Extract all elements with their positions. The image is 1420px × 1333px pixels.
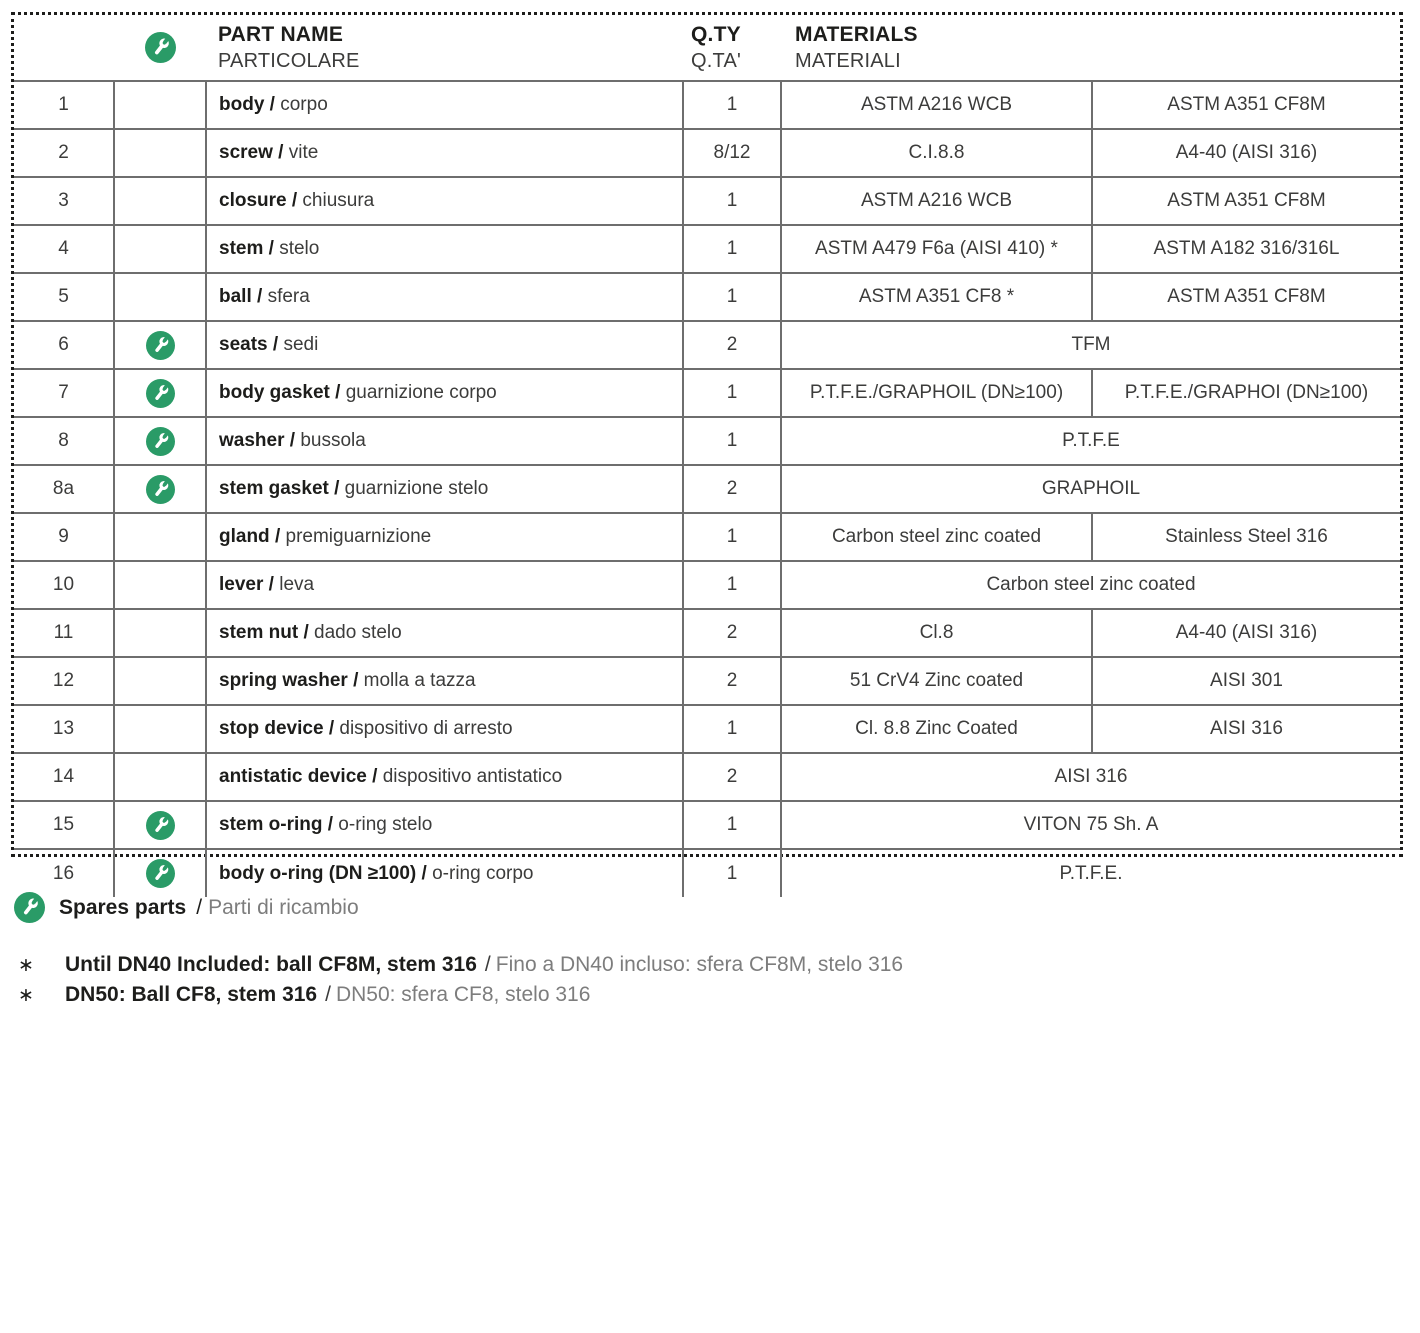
material-cell: AISI 316 bbox=[1092, 705, 1400, 753]
part-name-en: body gasket / bbox=[219, 382, 346, 403]
spare-icon-cell bbox=[114, 561, 206, 609]
part-name-it: dispositivo di arresto bbox=[339, 718, 513, 739]
qty-cell: 1 bbox=[683, 369, 781, 417]
part-name-it: corpo bbox=[280, 94, 328, 115]
qty-cell: 1 bbox=[683, 81, 781, 129]
spare-wrench-icon bbox=[146, 331, 175, 360]
material-cell: ASTM A216 WCB bbox=[781, 177, 1092, 225]
part-name-en: stem nut / bbox=[219, 622, 315, 643]
part-number-cell: 4 bbox=[14, 225, 114, 273]
footnote-separator: / bbox=[325, 983, 331, 1006]
materials-header-en: MATERIALS bbox=[795, 22, 918, 46]
part-number-cell: 9 bbox=[14, 513, 114, 561]
part-name-it: guarnizione stelo bbox=[344, 478, 489, 499]
table-row bbox=[14, 321, 1400, 369]
qty-cell: 2 bbox=[683, 657, 781, 705]
spare-icon-cell bbox=[114, 369, 206, 417]
part-name-cell bbox=[206, 417, 683, 465]
part-name-it: guarnizione corpo bbox=[345, 382, 497, 403]
material-cell: Carbon steel zinc coated bbox=[781, 513, 1092, 561]
part-number-cell: 1 bbox=[14, 81, 114, 129]
part-name-en: closure / bbox=[219, 190, 303, 211]
material-cell: AISI 316 bbox=[781, 753, 1400, 801]
spare-icon-cell bbox=[114, 321, 206, 369]
part-number-cell: 6 bbox=[14, 321, 114, 369]
spares-legend-label-en: Spares parts bbox=[59, 895, 187, 919]
material-cell: A4-40 (AISI 316) bbox=[1092, 609, 1400, 657]
material-cell: C.I.8.8 bbox=[781, 129, 1092, 177]
spare-icon-cell bbox=[114, 513, 206, 561]
spare-icon-cell bbox=[114, 657, 206, 705]
spare-icon-cell bbox=[114, 177, 206, 225]
spare-icon-cell bbox=[114, 465, 206, 513]
material-cell: ASTM A351 CF8M bbox=[1092, 81, 1400, 129]
material-cell: P.T.F.E. bbox=[781, 849, 1400, 897]
part-name-en: stem gasket / bbox=[219, 478, 345, 499]
spare-wrench-icon bbox=[14, 892, 45, 923]
part-name-it: molla a tazza bbox=[363, 670, 476, 691]
footnote-text-en: DN50: Ball CF8, stem 316 bbox=[65, 983, 318, 1006]
part-name-it: leva bbox=[279, 574, 315, 595]
part-number-cell: 10 bbox=[14, 561, 114, 609]
asterisk-icon: ∗ bbox=[18, 955, 34, 976]
qty-cell: 2 bbox=[683, 321, 781, 369]
asterisk-icon: ∗ bbox=[18, 985, 34, 1006]
part-name-cell bbox=[206, 657, 683, 705]
part-number-cell: 3 bbox=[14, 177, 114, 225]
header-part-name bbox=[206, 15, 683, 81]
table-row bbox=[14, 129, 1400, 177]
qty-cell: 2 bbox=[683, 609, 781, 657]
qty-cell: 8/12 bbox=[683, 129, 781, 177]
qty-header-it: Q.TA' bbox=[691, 49, 742, 72]
qty-cell: 1 bbox=[683, 177, 781, 225]
spare-wrench-icon bbox=[146, 427, 175, 456]
part-number-cell: 8 bbox=[14, 417, 114, 465]
footnote-separator: / bbox=[484, 953, 491, 976]
part-number-cell: 14 bbox=[14, 753, 114, 801]
material-cell: Cl. 8.8 Zinc Coated bbox=[781, 705, 1092, 753]
material-cell: ASTM A351 CF8M bbox=[1092, 273, 1400, 321]
part-name-cell bbox=[206, 753, 683, 801]
part-name-it: chiusura bbox=[302, 190, 375, 211]
footnote-text-it: DN50: sfera CF8, stelo 316 bbox=[335, 983, 591, 1006]
part-name-cell bbox=[206, 321, 683, 369]
part-number-cell: 13 bbox=[14, 705, 114, 753]
part-name-cell bbox=[206, 465, 683, 513]
part-name-en: body / bbox=[219, 94, 281, 115]
material-cell: ASTM A351 CF8 * bbox=[781, 273, 1092, 321]
qty-cell: 2 bbox=[683, 753, 781, 801]
material-cell: P.T.F.E bbox=[781, 417, 1400, 465]
table-row bbox=[14, 177, 1400, 225]
qty-cell: 1 bbox=[683, 273, 781, 321]
table-row bbox=[14, 225, 1400, 273]
qty-cell: 1 bbox=[683, 801, 781, 849]
table-row bbox=[14, 657, 1400, 705]
part-name-en: ball / bbox=[219, 286, 268, 307]
footnote-text-en: Until DN40 Included: ball CF8M, stem 316 bbox=[65, 953, 477, 976]
material-cell: ASTM A351 CF8M bbox=[1092, 177, 1400, 225]
parts-table-frame bbox=[11, 12, 1403, 884]
table-row bbox=[14, 801, 1400, 849]
header-spare-icon-cell bbox=[114, 15, 206, 81]
part-number-cell: 11 bbox=[14, 609, 114, 657]
spare-icon-cell bbox=[114, 801, 206, 849]
material-cell: ASTM A216 WCB bbox=[781, 81, 1092, 129]
part-name-cell bbox=[206, 849, 683, 897]
spares-legend bbox=[14, 892, 359, 923]
header-qty bbox=[683, 15, 781, 81]
material-cell: VITON 75 Sh. A bbox=[781, 801, 1400, 849]
part-name-en: washer / bbox=[219, 430, 301, 451]
spare-icon-cell bbox=[114, 129, 206, 177]
part-name-it: o-ring corpo bbox=[432, 862, 534, 884]
spare-icon-cell bbox=[114, 849, 206, 897]
part-number-cell: 15 bbox=[14, 801, 114, 849]
part-name-it: sedi bbox=[283, 334, 319, 355]
part-name-en: stem / bbox=[219, 238, 280, 259]
table-header-row bbox=[14, 15, 1400, 81]
qty-cell: 1 bbox=[683, 705, 781, 753]
part-name-it: premiguarnizione bbox=[285, 526, 432, 547]
qty-cell: 1 bbox=[683, 225, 781, 273]
table-row bbox=[14, 753, 1400, 801]
part-name-cell bbox=[206, 801, 683, 849]
material-cell: Carbon steel zinc coated bbox=[781, 561, 1400, 609]
part-name-header-it: PARTICOLARE bbox=[218, 49, 360, 72]
table-row bbox=[14, 81, 1400, 129]
material-cell: AISI 301 bbox=[1092, 657, 1400, 705]
spare-icon-cell bbox=[114, 225, 206, 273]
part-name-en: stop device / bbox=[219, 718, 340, 739]
part-number-cell: 12 bbox=[14, 657, 114, 705]
table-row bbox=[14, 705, 1400, 753]
table-row bbox=[14, 369, 1400, 417]
part-name-en: stem o-ring / bbox=[219, 814, 339, 835]
part-name-cell bbox=[206, 513, 683, 561]
part-name-cell bbox=[206, 81, 683, 129]
part-name-it: o-ring stelo bbox=[338, 814, 433, 835]
table-row bbox=[14, 465, 1400, 513]
qty-cell: 1 bbox=[683, 513, 781, 561]
material-cell: TFM bbox=[781, 321, 1400, 369]
spare-icon-cell bbox=[114, 609, 206, 657]
table-row bbox=[14, 513, 1400, 561]
footnote-text-it: Fino a DN40 incluso: sfera CF8M, stelo 316 bbox=[495, 953, 904, 976]
part-name-it: bussola bbox=[300, 430, 366, 451]
table-row bbox=[14, 561, 1400, 609]
spare-wrench-icon bbox=[145, 32, 176, 63]
part-name-it: sfera bbox=[267, 286, 310, 307]
qty-header-en: Q.TY bbox=[691, 22, 741, 46]
part-name-en: screw / bbox=[219, 142, 289, 163]
spares-legend-label-it: Parti di ricambio bbox=[208, 895, 359, 919]
part-name-cell bbox=[206, 705, 683, 753]
part-name-en: spring washer / bbox=[219, 670, 364, 691]
materials-header-it: MATERIALI bbox=[795, 49, 901, 72]
part-name-cell bbox=[206, 273, 683, 321]
part-name-it: dado stelo bbox=[314, 622, 402, 643]
part-number-cell: 7 bbox=[14, 369, 114, 417]
footnotes bbox=[18, 950, 903, 1010]
material-cell: GRAPHOIL bbox=[781, 465, 1400, 513]
material-cell: 51 CrV4 Zinc coated bbox=[781, 657, 1092, 705]
header-materials bbox=[781, 15, 1400, 81]
spare-icon-cell bbox=[114, 705, 206, 753]
part-name-en: seats / bbox=[219, 334, 284, 355]
spare-icon-cell bbox=[114, 81, 206, 129]
part-name-it: vite bbox=[288, 142, 319, 163]
material-cell: ASTM A479 F6a (AISI 410) * bbox=[781, 225, 1092, 273]
footnote-row bbox=[18, 980, 903, 1010]
qty-cell: 1 bbox=[683, 561, 781, 609]
part-name-it: stelo bbox=[279, 238, 320, 259]
part-name-cell bbox=[206, 129, 683, 177]
header-number-cell bbox=[14, 15, 114, 81]
part-name-cell bbox=[206, 369, 683, 417]
footnote-row bbox=[18, 950, 903, 980]
material-cell: P.T.F.E./GRAPHOIL (DN≥100) bbox=[781, 369, 1092, 417]
part-name-cell bbox=[206, 225, 683, 273]
material-cell: A4-40 (AISI 316) bbox=[1092, 129, 1400, 177]
spare-wrench-icon bbox=[146, 379, 175, 408]
qty-cell: 2 bbox=[683, 465, 781, 513]
spare-icon-cell bbox=[114, 273, 206, 321]
part-name-cell bbox=[206, 561, 683, 609]
part-number-cell: 2 bbox=[14, 129, 114, 177]
part-name-header-en: PART NAME bbox=[218, 22, 344, 46]
spare-wrench-icon bbox=[146, 811, 175, 840]
material-cell: P.T.F.E./GRAPHOI (DN≥100) bbox=[1092, 369, 1400, 417]
table-row bbox=[14, 273, 1400, 321]
parts-materials-table bbox=[14, 15, 1400, 897]
table-row bbox=[14, 417, 1400, 465]
table-row bbox=[14, 609, 1400, 657]
qty-cell: 1 bbox=[683, 417, 781, 465]
spare-wrench-icon bbox=[146, 859, 175, 888]
spare-icon-cell bbox=[114, 417, 206, 465]
part-name-en: antistatic device / bbox=[219, 766, 383, 787]
part-number-cell: 5 bbox=[14, 273, 114, 321]
part-name-en: body o-ring (DN ≥100) / bbox=[219, 862, 433, 884]
part-name-en: lever / bbox=[219, 574, 280, 595]
part-number-cell: 16 bbox=[14, 849, 114, 897]
table-row bbox=[14, 849, 1400, 897]
part-name-it: dispositivo antistatico bbox=[382, 766, 563, 787]
material-cell: Stainless Steel 316 bbox=[1092, 513, 1400, 561]
spare-icon-cell bbox=[114, 753, 206, 801]
legend-separator: / bbox=[196, 895, 203, 919]
part-name-cell bbox=[206, 609, 683, 657]
qty-cell: 1 bbox=[683, 849, 781, 897]
material-cell: ASTM A182 316/316L bbox=[1092, 225, 1400, 273]
part-number-cell: 8a bbox=[14, 465, 114, 513]
part-name-cell bbox=[206, 177, 683, 225]
spare-wrench-icon bbox=[146, 475, 175, 504]
part-name-en: gland / bbox=[219, 526, 286, 547]
material-cell: Cl.8 bbox=[781, 609, 1092, 657]
